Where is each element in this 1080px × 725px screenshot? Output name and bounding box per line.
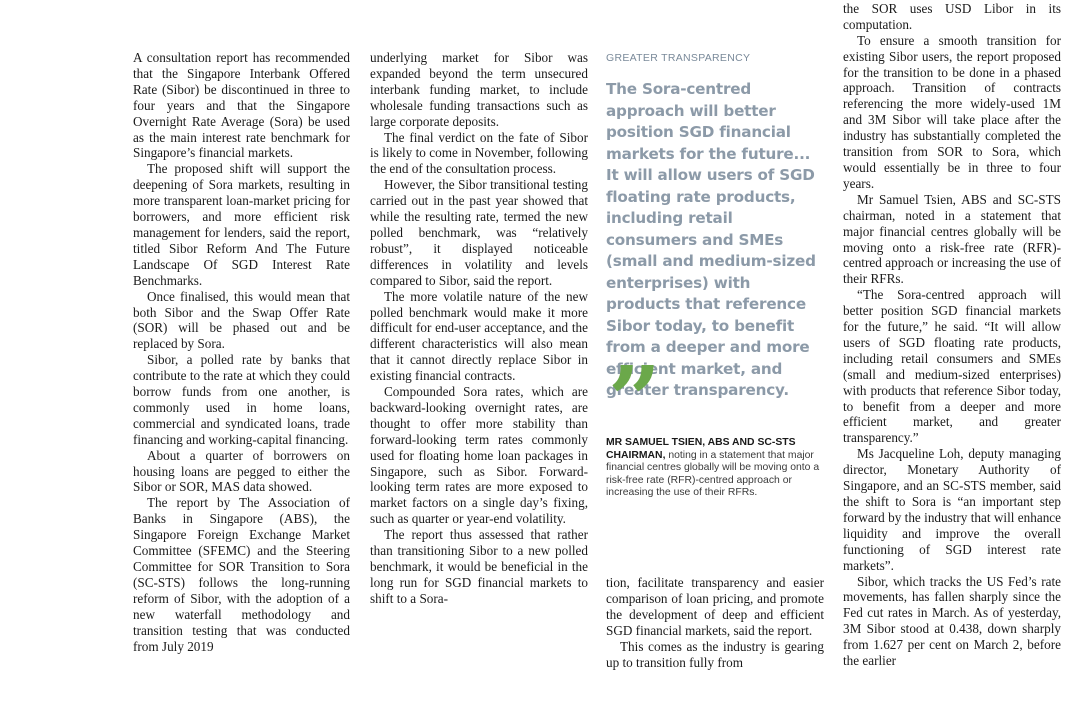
paragraph: Sibor, which tracks the US Fed’s rate movements, has fallen sharply since the Fed cut rates in March. As of yesterday, 3M Sibor stood at 0.438, down sharply from 1.627 per cent on March 2, before the earlier [843,573,1061,669]
article-column-1 [133,0,350,725]
paragraph: Mr Samuel Tsien, ABS and SC-STS chairman, noted in a statement that major financial centres globally will be moving onto a risk-free rate (RFR)-centred approach or increasing the use of their RFRs. [843,191,1061,287]
attribution-text: noting in a statement that major financial centres globally will be moving onto a risk-free rate (RFR)-centred approach or increasing the use of their RFRs. [606,449,820,499]
paragraph: the SOR uses USD Libor in its computation. [843,0,1061,32]
paragraph: However, the Sibor transitional testing carried out in the past year showed that while the resulting rate, termed the new polled benchmark, was “relatively robust”, it displayed noticeable differences in volatility and levels compared to Sibor, said the report. [370,177,588,288]
article-column-2 [370,0,588,725]
attribution-name: MR SAMUEL TSIEN, ABS AND SC-STS CHAIRMAN, [606,437,796,461]
paragraph: Compounded Sora rates, which are backward-looking overnight rates, are thought to offer more stability than forward-looking term rates commonly used for floating home loan packages in Singapore, such as Sibor. Forward-looking term rates are more exposed to market factors on a single day’s fixing, such as quarter or year-end volatility. [370,384,588,527]
paragraph: A consultation report has recommended that the Singapore Interbank Offered Rate (Sibor) be discontinued in three to four years and that the Singapore Overnight Rate Average (Sora) be used as the main interest rate benchmark for Singapore’s financial markets. [133,50,350,161]
paragraph: Once finalised, this would mean that both Sibor and the Swap Offer Rate (SOR) will be phased out and be replaced by Sora. [133,288,350,352]
paragraph: The report by The Association of Banks in Singapore (ABS), the Singapore Foreign Exchange Market Committee (SFEMC) and the Steering Committee for SOR Transition to Sora (SC-STS) follows the long-running reform of Sibor, with the adoption of a new waterfall methodology and transition testing that was conducted from July 2019 [133,495,350,654]
paragraph: The report thus assessed that rather than transitioning Sibor to a new polled benchmark, it would be beneficial in the long run for SGD financial markets to shift to a Sora- [370,527,588,606]
pull-quote-kicker: GREATER TRANSPARENCY [606,52,751,64]
pull-quote-attribution [606,437,824,500]
paragraph: Ms Jacqueline Loh, deputy managing director, Monetary Authority of Singapore, and an SC-STS member, said the shift to Sora is “an important step forward by the industry that will enhance liquidity and improve the overall functioning of SGD interest rate markets”. [843,446,1061,573]
paragraph: tion, facilitate transparency and easier comparison of loan pricing, and promote the development of deep and efficient SGD financial markets, said the report. [606,575,824,638]
paragraph: The final verdict on the fate of Sibor is likely to come in November, following the end of the consultation process. [370,129,588,177]
paragraph: About a quarter of borrowers on housing loans are pegged to either the Sibor or SOR, MAS data showed. [133,447,350,495]
paragraph: To ensure a smooth transition for existing Sibor users, the report proposed for the transition to be done in a phased approach. Transition of contracts referencing the more widely-used 1M and 3M Sibor will take place after the industry has substantially completed the transition from SOR to Sora, which would essentially be in three to four years. [843,32,1061,191]
paragraph: This comes as the industry is gearing up to transition fully from [606,638,824,670]
paragraph: underlying market for Sibor was expanded beyond the term unsecured interbank funding market, to include wholesale funding transactions such as large corporate deposits. [370,50,588,129]
pull-quote-panel [606,0,824,675]
paragraph: “The Sora-centred approach will better position SGD financial markets for the future,” he said. “It will allow users of SGD floating rate products, including retail consumers and SMEs (small and medium-sized enterprises) with products that reference Sibor today, to benefit from a deeper and more efficient market, and greater transparency.” [843,287,1061,446]
article-column-4 [843,0,1061,675]
pull-quote-text: The Sora-centred approach will better position SGD financial markets for the future... It will allow users of SGD floating rate products, including retail consumers and SMEs (small and medium-sized enterprises) with products that reference Sibor today, to benefit from a deeper and more efficient market, and greater transparency. [606,80,816,399]
quote-mark-icon: ” [608,346,651,454]
paragraph: The proposed shift will support the deepening of Sora markets, resulting in more transparent loan-market pricing for borrowers, and more efficient risk management for lenders, said the report, titled Sibor Reform And The Future Landscape Of SGD Interest Rate Benchmarks. [133,161,350,288]
article-column-3-continuation [606,575,824,675]
paragraph: The more volatile nature of the new polled benchmark would make it more difficult for end-user acceptance, and the different characteristics will also mean that it cannot directly replace Sibor in existing financial contracts. [370,288,588,384]
paragraph: Sibor, a polled rate by banks that contribute to the rate at which they could borrow funds from one another, is commonly used in home loans, commercial and syndicated loans, trade financing and working-capital financing. [133,352,350,447]
